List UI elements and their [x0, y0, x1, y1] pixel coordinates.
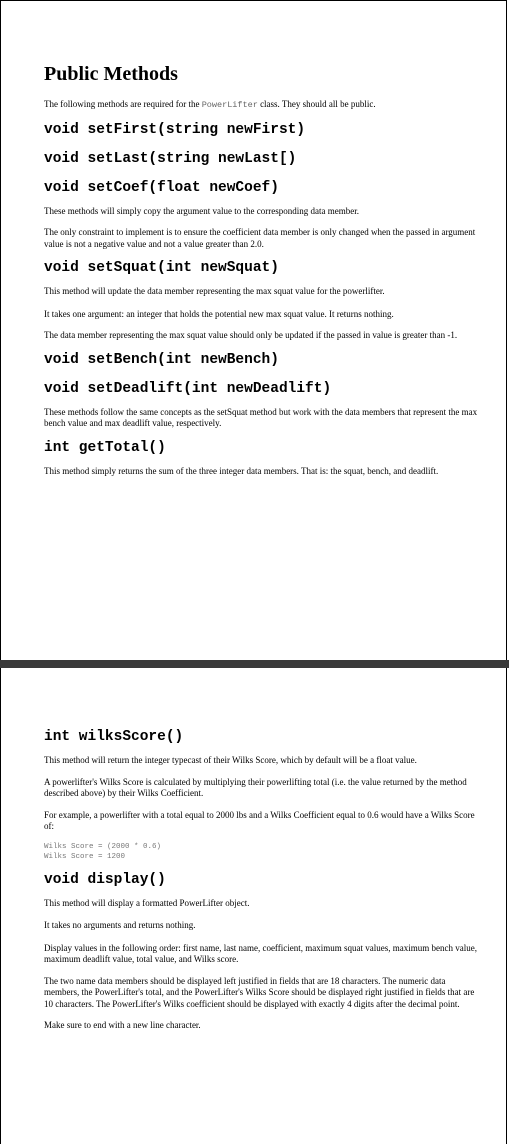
display-description-3: Display values in the following order: first name, last name, coefficient, maximum squat values, maximum bench value, maximum deadlift value, total value, and Wilks score. — [44, 942, 477, 964]
method-signature-wilksscore: int wilksScore() — [44, 729, 184, 745]
wilks-code-line-2: Wilks Score = 1200 — [44, 852, 126, 861]
intro-class-name: PowerLifter — [201, 100, 258, 110]
wilks-example-code — [44, 842, 482, 862]
squat-description-3: The data member representing the max squat value should only be updated if the passed in value is greater than -1. — [44, 330, 458, 340]
squat-description-1: This method will update the data member representing the max squat value for the powerlifter. — [44, 286, 385, 296]
method-signature-display: void display() — [44, 871, 166, 888]
display-description-2: It takes no arguments and returns nothing. — [44, 920, 196, 930]
wilks-code-line-1: Wilks Score = (2000 * 0.6) — [44, 842, 162, 851]
intro-text-after: class. They should all be public. — [257, 99, 376, 109]
method-signature-setfirst: void setFirst(string newFirst) — [44, 121, 306, 138]
display-description-4: The two name data members should be displayed left justified in fields that are 18 characters. The numeric data members, the PowerLifter's total, and the PowerLifter's Wilks Score should be displayed right justified in fields that are 10 characters. The PowerLifter's Wilks coefficient should be displayed with exactly 4 digits after the decimal point. — [44, 975, 475, 1009]
method-signature-setbench: void setBench(int newBench) — [44, 351, 279, 368]
section-title: Public Methods — [44, 63, 178, 85]
bench-deadlift-description: These methods follow the same concepts as the setSquat method but work with the data members that represent the max bench value and max deadlift value, respectively. — [44, 406, 478, 428]
page-2-content — [44, 728, 482, 1032]
method-signature-setcoef: void setCoef(float newCoef) — [44, 179, 279, 196]
wilks-description-2: A powerlifter's Wilks Score is calculated by multiplying their powerlifting total (i.e. the value returned by the method described above) by their Wilks Coefficient. — [44, 776, 467, 798]
method-signature-setdeadlift: void setDeadlift(int newDeadlift) — [44, 380, 332, 397]
gettotal-description: This method simply returns the sum of the three integer data members. That is: the squat, bench, and deadlift. — [44, 465, 439, 476]
page-separator — [0, 660, 509, 668]
setters-description: These methods will simply copy the argument value to the corresponding data member. — [44, 205, 360, 216]
intro-paragraph — [44, 99, 482, 112]
document-page-2 — [0, 668, 507, 1144]
wilks-description-1: This method will return the integer typecast of their Wilks Score, which by default will be a float value. — [44, 755, 417, 765]
method-signature-gettotal: int getTotal() — [44, 439, 166, 456]
intro-text-before: The following methods are required for the — [44, 99, 202, 109]
coef-constraint-description: The only constraint to implement is to ensure the coefficient data member is only changed when the passed in argument value is not a negative value and not a value greater than 2.0. — [44, 227, 476, 249]
display-description-5: Make sure to end with a new line character. — [44, 1020, 201, 1030]
wilks-description-3: For example, a powerlifter with a total equal to 2000 lbs and a Wilks Coefficient equal to 0.6 would have a Wilks Score of: — [44, 809, 475, 831]
page-1-content — [44, 61, 482, 477]
method-signature-setlast: void setLast(string newLast[) — [44, 150, 297, 167]
method-signature-setsquat: void setSquat(int newSquat) — [44, 260, 279, 276]
display-description-1: This method will display a formatted PowerLifter object. — [44, 897, 250, 908]
squat-description-2: It takes one argument: an integer that holds the potential new max squat value. It returns nothing. — [44, 308, 394, 319]
